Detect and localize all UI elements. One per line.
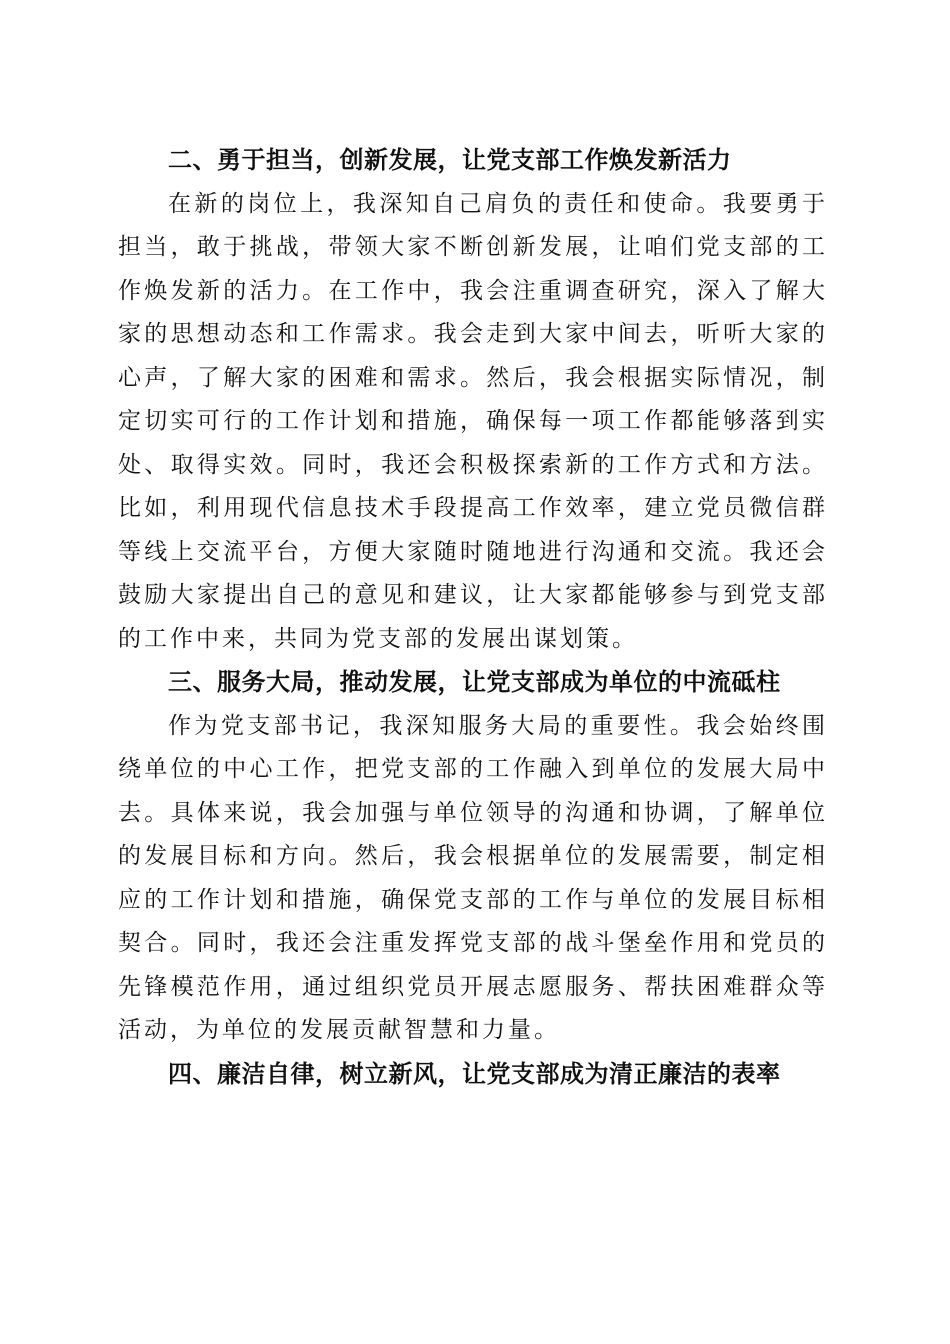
- document-body: [118, 139, 828, 1096]
- section-paragraph-3: 作为党支部书记，我深知服务大局的重要性。我会始终围绕单位的中心工作，把党支部的工作融入到单位的发展大局中去。具体来说，我会加强与单位领导的沟通和协调，了解单位的发展目标和方向。然后，我会根据单位的发展需要，制定相应的工作计划和措施，确保党支部的工作与单位的发展目标相契合。同时，我还会注重发挥党支部的战斗堡垒作用和党员的先锋模范作用，通过组织党员开展志愿服务、帮扶困难群众等活动，为单位的发展贡献智慧和力量。: [118, 712, 828, 1043]
- section-heading-3: 三、服务大局，推动发展，让党支部成为单位的中流砥柱: [168, 668, 781, 696]
- section-paragraph-2: 在新的岗位上，我深知自己肩负的责任和使命。我要勇于担当，敢于挑战，带领大家不断创新发展，让咱们党支部的工作焕发新的活力。在工作中，我会注重调查研究，深入了解大家的思想动态和工作需求。我会走到大家中间去，听听大家的心声，了解大家的困难和需求。然后，我会根据实际情况，制定切实可行的工作计划和措施，确保每一项工作都能够落到实处、取得实效。同时，我还会积极探索新的工作方式和方法。比如，利用现代信息技术手段提高工作效率，建立党员微信群等线上交流平台，方便大家随时随地进行沟通和交流。我还会鼓励大家提出自己的意见和建议，让大家都能够参与到党支部的工作中来，共同为党支部的发展出谋划策。: [118, 190, 828, 652]
- section-heading-4: 四、廉洁自律，树立新风，让党支部成为清正廉洁的表率: [168, 1059, 781, 1088]
- section-heading-2: 二、勇于担当，创新发展，让党支部工作焕发新活力: [168, 146, 732, 174]
